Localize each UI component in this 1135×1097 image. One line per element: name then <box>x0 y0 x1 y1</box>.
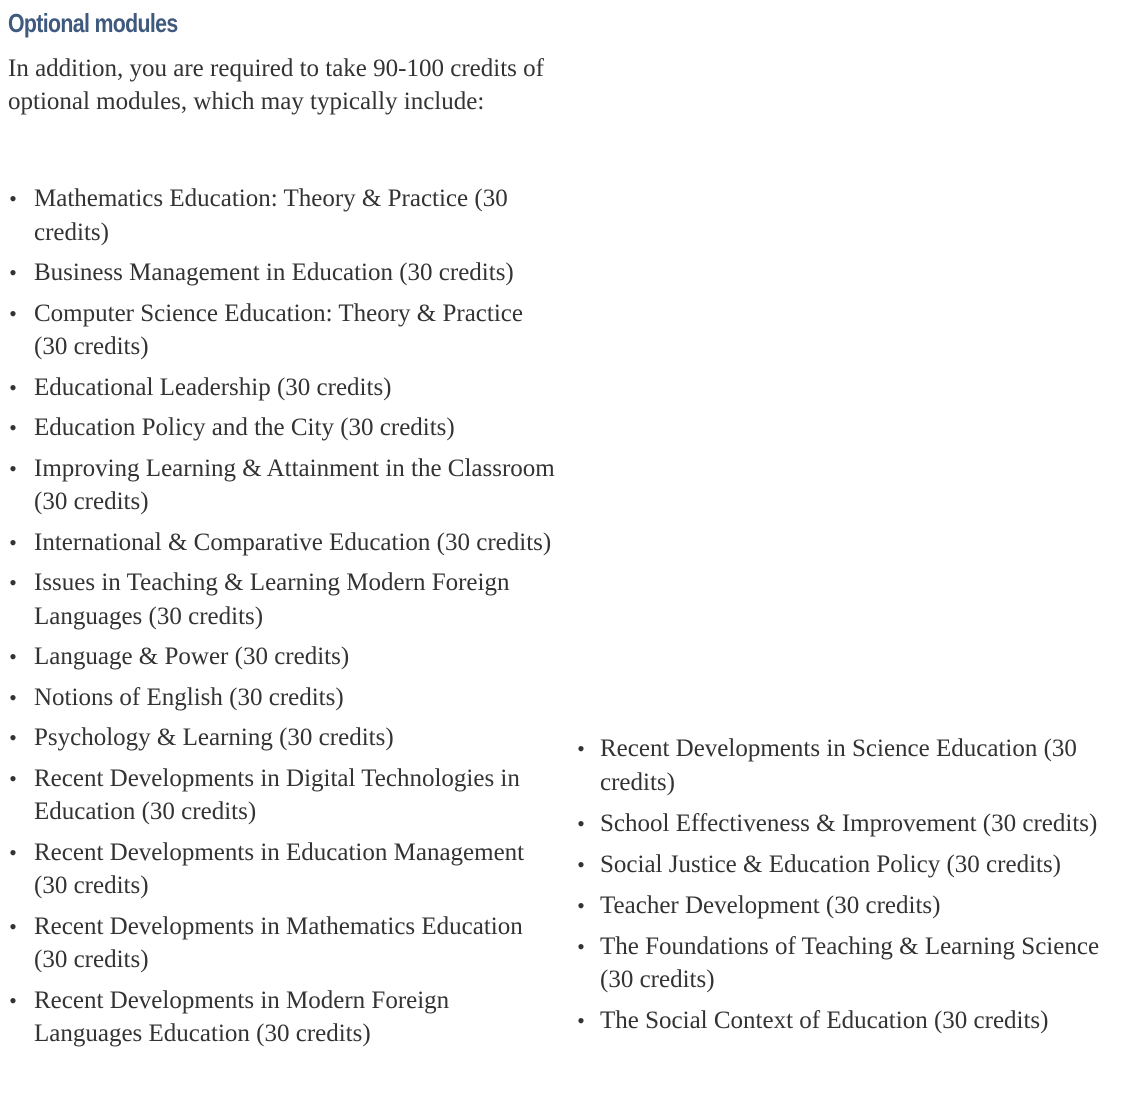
module-title: Education Policy and the City (30 credits) <box>34 414 455 441</box>
bullet-icon: • <box>9 374 17 400</box>
module-list-item <box>0 762 560 829</box>
module-list-left <box>0 182 560 1058</box>
module-list-item <box>0 721 560 755</box>
module-title: Recent Developments in Modern Foreign Languages Education (30 credits) <box>34 986 450 1047</box>
module-list-item <box>0 910 560 977</box>
module-list-item <box>0 411 560 445</box>
module-title: Computer Science Education: Theory & Practice (30 credits) <box>34 299 523 360</box>
module-title: Psychology & Learning (30 credits) <box>34 724 394 751</box>
bullet-icon: • <box>9 765 17 791</box>
module-title: Language & Power (30 credits) <box>34 643 350 670</box>
module-title: Business Management in Education (30 credits) <box>34 259 514 286</box>
bullet-icon: • <box>9 684 17 710</box>
module-list-item <box>568 1004 1128 1038</box>
bullet-icon: • <box>9 725 17 750</box>
bullet-icon: • <box>577 1008 585 1033</box>
module-title: Recent Developments in Science Education (30 credits) <box>600 735 1077 796</box>
bullet-icon: • <box>9 570 17 595</box>
module-list-item <box>0 256 560 290</box>
module-list-item <box>0 681 560 715</box>
bullet-icon: • <box>9 913 17 939</box>
bullet-icon: • <box>9 987 17 1013</box>
module-list-item <box>568 848 1128 882</box>
module-list-item <box>568 930 1128 997</box>
module-title: Recent Developments in Mathematics Education (30 credits) <box>34 912 523 973</box>
module-title: Recent Developments in Education Management (30 credits) <box>34 838 525 899</box>
module-title: The Social Context of Education (30 credits) <box>600 1007 1049 1034</box>
bullet-icon: • <box>577 851 585 877</box>
intro-paragraph: In addition, you are required to take 90-100 credits of optional modules, which may typically include: <box>8 55 544 115</box>
bullet-icon: • <box>9 839 17 865</box>
module-title: Issues in Teaching & Learning Modern Foreign Languages (30 credits) <box>34 569 510 630</box>
section-heading: Optional modules <box>8 8 178 38</box>
module-title: Recent Developments in Digital Technologies in Education (30 credits) <box>34 764 520 825</box>
bullet-icon: • <box>9 186 17 211</box>
bullet-icon: • <box>577 933 585 959</box>
module-list-item <box>0 836 560 903</box>
module-title: Improving Learning & Attainment in the Classroom (30 credits) <box>34 454 555 515</box>
module-list-item <box>0 297 560 364</box>
bullet-icon: • <box>9 644 17 669</box>
bullet-icon: • <box>577 892 585 918</box>
bullet-icon: • <box>577 810 585 836</box>
bullet-icon: • <box>9 529 17 555</box>
module-list-item <box>0 452 560 519</box>
module-list-item <box>568 889 1128 923</box>
module-list-item <box>0 182 560 249</box>
module-title: Educational Leadership (30 credits) <box>34 373 392 401</box>
module-title: Notions of English (30 credits) <box>34 683 344 711</box>
module-title: Mathematics Education: Theory & Practice (30 credits) <box>34 185 508 246</box>
module-list-item <box>0 640 560 674</box>
bullet-icon: • <box>577 736 585 761</box>
module-list-item <box>0 526 560 560</box>
module-list-item <box>0 566 560 633</box>
module-title: School Effectiveness & Improvement (30 credits) <box>600 809 1098 837</box>
module-list-item <box>568 732 1128 799</box>
module-list-right <box>568 732 1128 1045</box>
module-title: International & Comparative Education (30 credits) <box>34 528 552 556</box>
bullet-icon: • <box>9 300 17 326</box>
bullet-icon: • <box>9 260 17 285</box>
module-title: The Foundations of Teaching & Learning Science (30 credits) <box>600 932 1100 993</box>
module-list-item <box>568 807 1128 841</box>
module-list-item <box>0 984 560 1051</box>
module-title: Teacher Development (30 credits) <box>600 891 941 919</box>
module-title: Social Justice & Education Policy (30 credits) <box>600 850 1062 878</box>
bullet-icon: • <box>9 455 17 481</box>
module-list-item <box>0 371 560 405</box>
bullet-icon: • <box>9 415 17 440</box>
